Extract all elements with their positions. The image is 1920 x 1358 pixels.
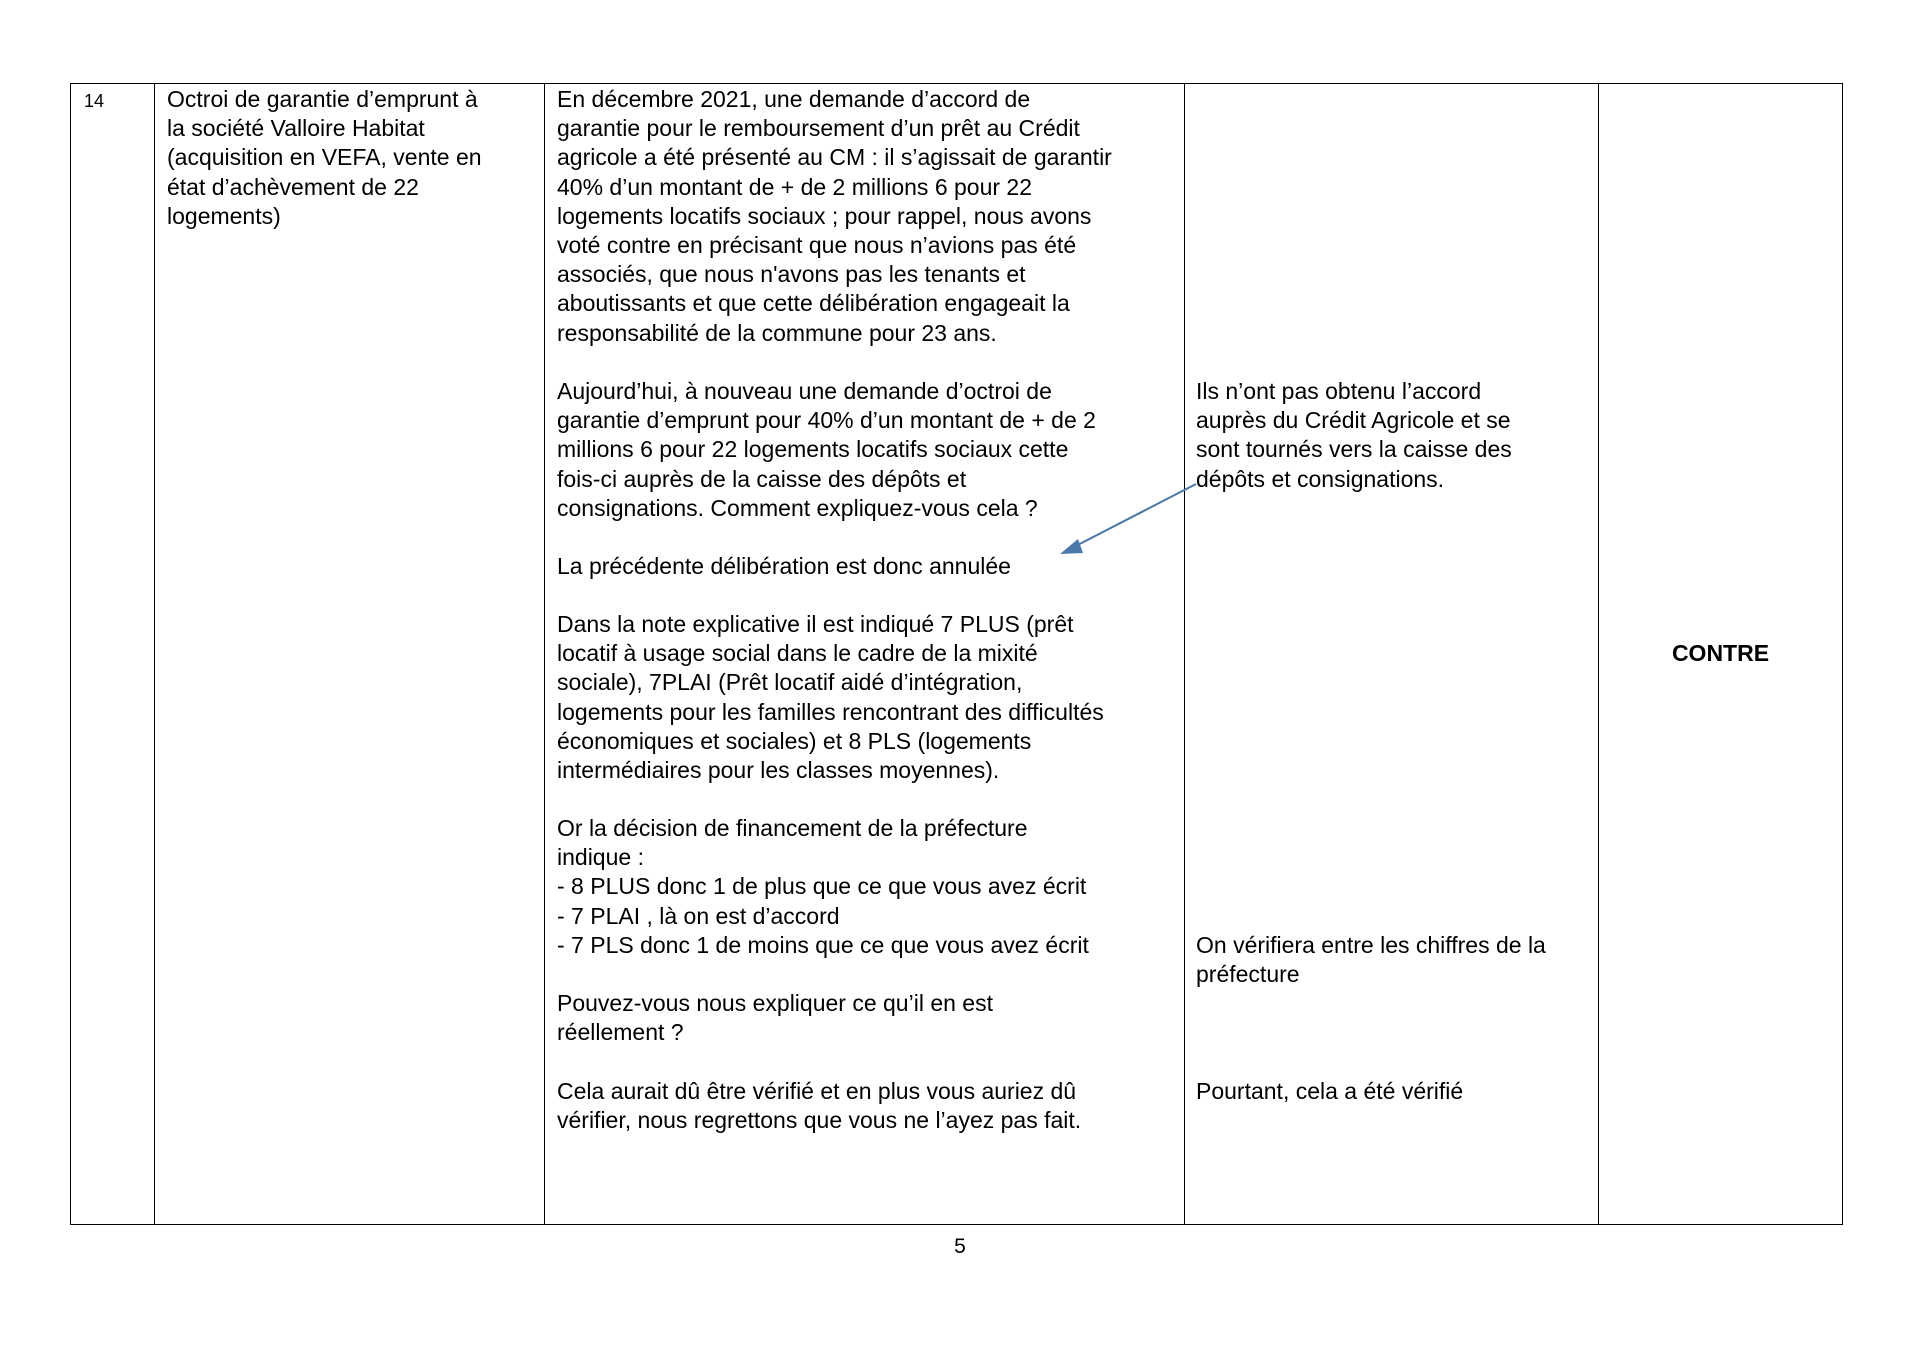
subject-text: Octroi de garantie d’emprunt à la société Valloire Habitat (acquisition en VEFA, vente en état d’achèvement de 22 logements) bbox=[167, 86, 482, 229]
questions-cell bbox=[545, 84, 1185, 1225]
answer-paragraph-1: Ils n’ont pas obtenu l’accord auprès du Crédit Agricole et se sont tournés vers la caisse des dépôts et consignations. bbox=[1196, 378, 1512, 492]
question-paragraph-3: La précédente délibération est donc annulée bbox=[557, 553, 1011, 579]
question-paragraph-2: Aujourd’hui, à nouveau une demande d’octroi de garantie d’emprunt pour 40% d’un montant de + de 2 millions 6 pour 22 logements locatifs sociaux cette fois-ci auprès de la caisse des dépôts et consignations. Comment expliquez-vous cela ? bbox=[557, 378, 1096, 521]
question-paragraph-4: Dans la note explicative il est indiqué 7 PLUS (prêt locatif à usage social dans le cadre de la mixité sociale), 7PLAI (Prêt locatif aidé d’intégration, logements pour les familles rencontrant des difficultés économiques et sociales) et 8 PLS (logements intermédiaires pour les classes moyennes). bbox=[557, 611, 1104, 784]
item-number: 14 bbox=[84, 91, 105, 111]
question-paragraph-5: Or la décision de financement de la préfecture indique : - 8 PLUS donc 1 de plus que ce que vous avez écrit - 7 PLAI , là on est d’accord - 7 PLS donc 1 de moins que ce que vous avez écrit bbox=[557, 815, 1089, 958]
subject-cell bbox=[155, 84, 545, 1225]
answer-paragraph-2: On vérifiera entre les chiffres de la préfecture bbox=[1196, 932, 1546, 988]
vote-label: CONTRE bbox=[1671, 640, 1770, 666]
answers-cell bbox=[1185, 84, 1599, 1225]
question-paragraph-7: Cela aurait dû être vérifié et en plus vous auriez dû vérifier, nous regrettons que vous ne l’ayez pas fait. bbox=[557, 1078, 1082, 1134]
answer-paragraph-3: Pourtant, cela a été vérifié bbox=[1196, 1078, 1464, 1104]
item-number-cell bbox=[71, 84, 155, 1225]
deliberation-table bbox=[70, 83, 1843, 1225]
page-number: 5 bbox=[954, 1235, 966, 1258]
question-paragraph-6: Pouvez-vous nous expliquer ce qu’il en est réellement ? bbox=[557, 990, 993, 1046]
table-row bbox=[71, 84, 1843, 1225]
question-paragraph-1: En décembre 2021, une demande d’accord de garantie pour le remboursement d’un prêt au Crédit agricole a été présenté au CM : il s’agissait de garantir 40% d’un montant de + de 2 millions 6 pour 22 logements locatifs sociaux ; pour rappel, nous avons voté contre en précisant que nous n’avions pas été associés, que nous n'avons pas les tenants et aboutissants et que cette délibération engageait la responsabilité de la commune pour 23 ans. bbox=[557, 86, 1112, 346]
vote-cell bbox=[1599, 84, 1843, 1225]
